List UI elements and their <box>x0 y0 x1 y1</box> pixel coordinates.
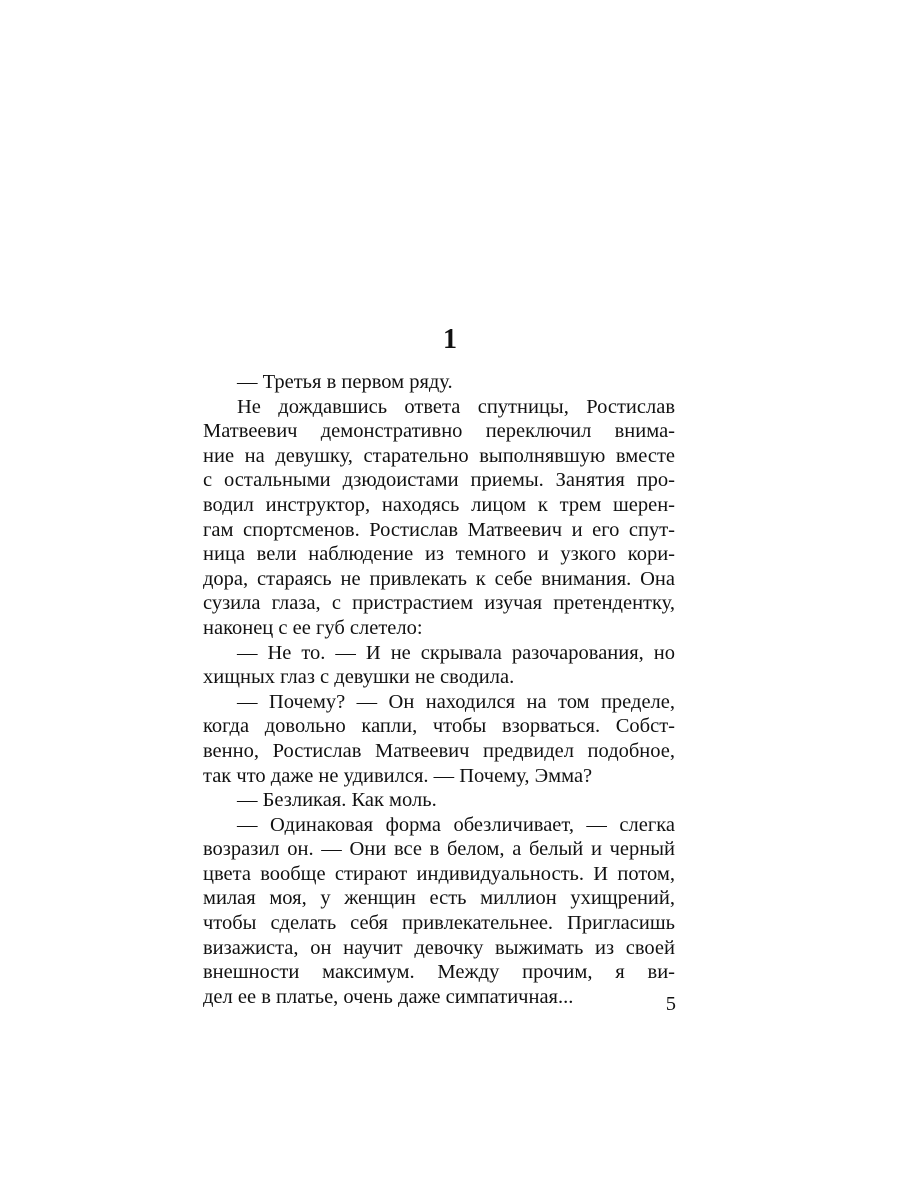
text-line: возразил он. — Они все в белом, а белый и черный <box>203 838 675 861</box>
text-line: — Не то. — И не скрывала разочарования, но <box>237 641 675 664</box>
text-line: с остальными дзюдоистами приемы. Занятия про- <box>203 469 675 492</box>
text-line: чтобы сделать себя привлекательнее. Пригласишь <box>203 912 675 935</box>
text-line: Матвеевич демонстративно переключил внима- <box>203 420 675 443</box>
text-line: водил инструктор, находясь лицом к трем шерен- <box>203 493 675 516</box>
text-line: когда довольно капли, чтобы взорваться. Собст- <box>203 715 675 738</box>
text-line: — Безликая. Как моль. <box>237 789 437 812</box>
text-line: дора, стараясь не привлекать к себе внимания. Она <box>203 567 675 590</box>
text-line: сузила глаза, с пристрастием изучая претендентку, <box>203 592 675 615</box>
text-line: ние на девушку, старательно выполнявшую вместе <box>203 444 675 467</box>
text-line: так что даже не удивился. — Почему, Эмма? <box>203 764 593 787</box>
text-line: наконец с ее губ слетело: <box>203 616 423 639</box>
chapter-number: 1 <box>443 324 457 355</box>
text-line: дел ее в платье, очень даже симпатичная... <box>203 985 574 1008</box>
text-line: Не дождавшись ответа спутницы, Ростислав <box>237 395 675 418</box>
text-line: — Третья в первом ряду. <box>237 371 453 393</box>
text-line: хищных глаз с девушки не сводила. <box>203 666 515 689</box>
text-line: цвета вообще стирают индивидуальность. И потом, <box>203 862 675 885</box>
text-line: — Почему? — Он находился на том пределе, <box>237 690 675 713</box>
text-line: визажиста, он научит девочку выжимать из своей <box>203 936 675 959</box>
text-line: ница вели наблюдение из темного и узкого кори- <box>203 543 675 566</box>
text-line: милая моя, у женщин есть миллион ухищрений, <box>203 887 675 910</box>
text-line: венно, Ростислав Матвеевич предвидел подобное, <box>203 739 675 762</box>
text-line: внешности максимум. Между прочим, я ви- <box>203 961 675 984</box>
text-line: — Одинаковая форма обезличивает, — слегка <box>237 813 675 836</box>
page-number: 5 <box>665 993 676 1015</box>
body-text <box>203 370 675 1009</box>
text-line: гам спортсменов. Ростислав Матвеевич и его спут- <box>203 518 675 541</box>
